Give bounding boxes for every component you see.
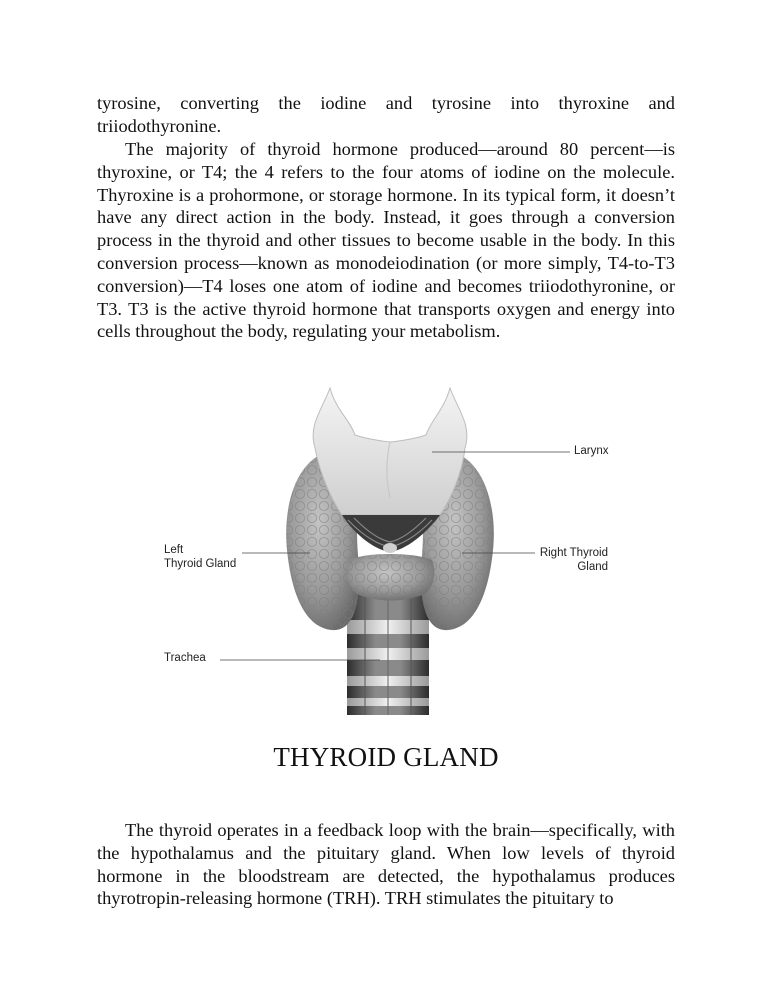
thyroid-illustration (150, 380, 630, 725)
larynx-cartilage (313, 388, 467, 515)
label-trachea: Trachea (164, 652, 206, 664)
thyroid-isthmus (347, 554, 434, 601)
paragraph-feedback-loop: The thyroid operates in a feedback loop with the brain—specifically, with the hypothalamus and the pituitary gland. When low levels of thyroid hormone in the bloodstream are detected, the hypothalamus produces thyrotropin-releasing hormone (TRH). TRH stimulates the pituitary to (97, 820, 675, 909)
figure-caption: THYROID GLAND (273, 742, 499, 772)
label-larynx: Larynx (574, 445, 609, 457)
paragraph-continuation: tyrosine, converting the iodine and tyrosine into thyroxine and triiodothyronine. (97, 93, 675, 136)
paragraph-thyroxine: The majority of thyroid hormone produced—around 80 percent—is thyroxine, or T4; the 4 refers to the four atoms of iodine on the molecule. Thyroxine is a prohormone, or storage hormone. In its typical form, it doesn’t have any direct action in the body. Instead, it goes through a conversion process in the thyroid and other tissues to become usable in the body. In this conversion process—known as monodeiodination (or more simply, T4-to-T3 conversion)—T4 loses one atom of iodine and becomes triiodothyronine, or T3. T3 is the active thyroid hormone that transports oxygen and energy into cells throughout the body, regulating your metabolism. (97, 139, 675, 342)
label-left-thyroid-gland-line1: Left (164, 544, 184, 556)
label-left-thyroid-gland-line2: Thyroid Gland (164, 558, 237, 570)
label-right-thyroid-gland-line1: Right Thyroid (539, 547, 608, 559)
label-right-thyroid-gland-line2: Gland (577, 561, 608, 573)
